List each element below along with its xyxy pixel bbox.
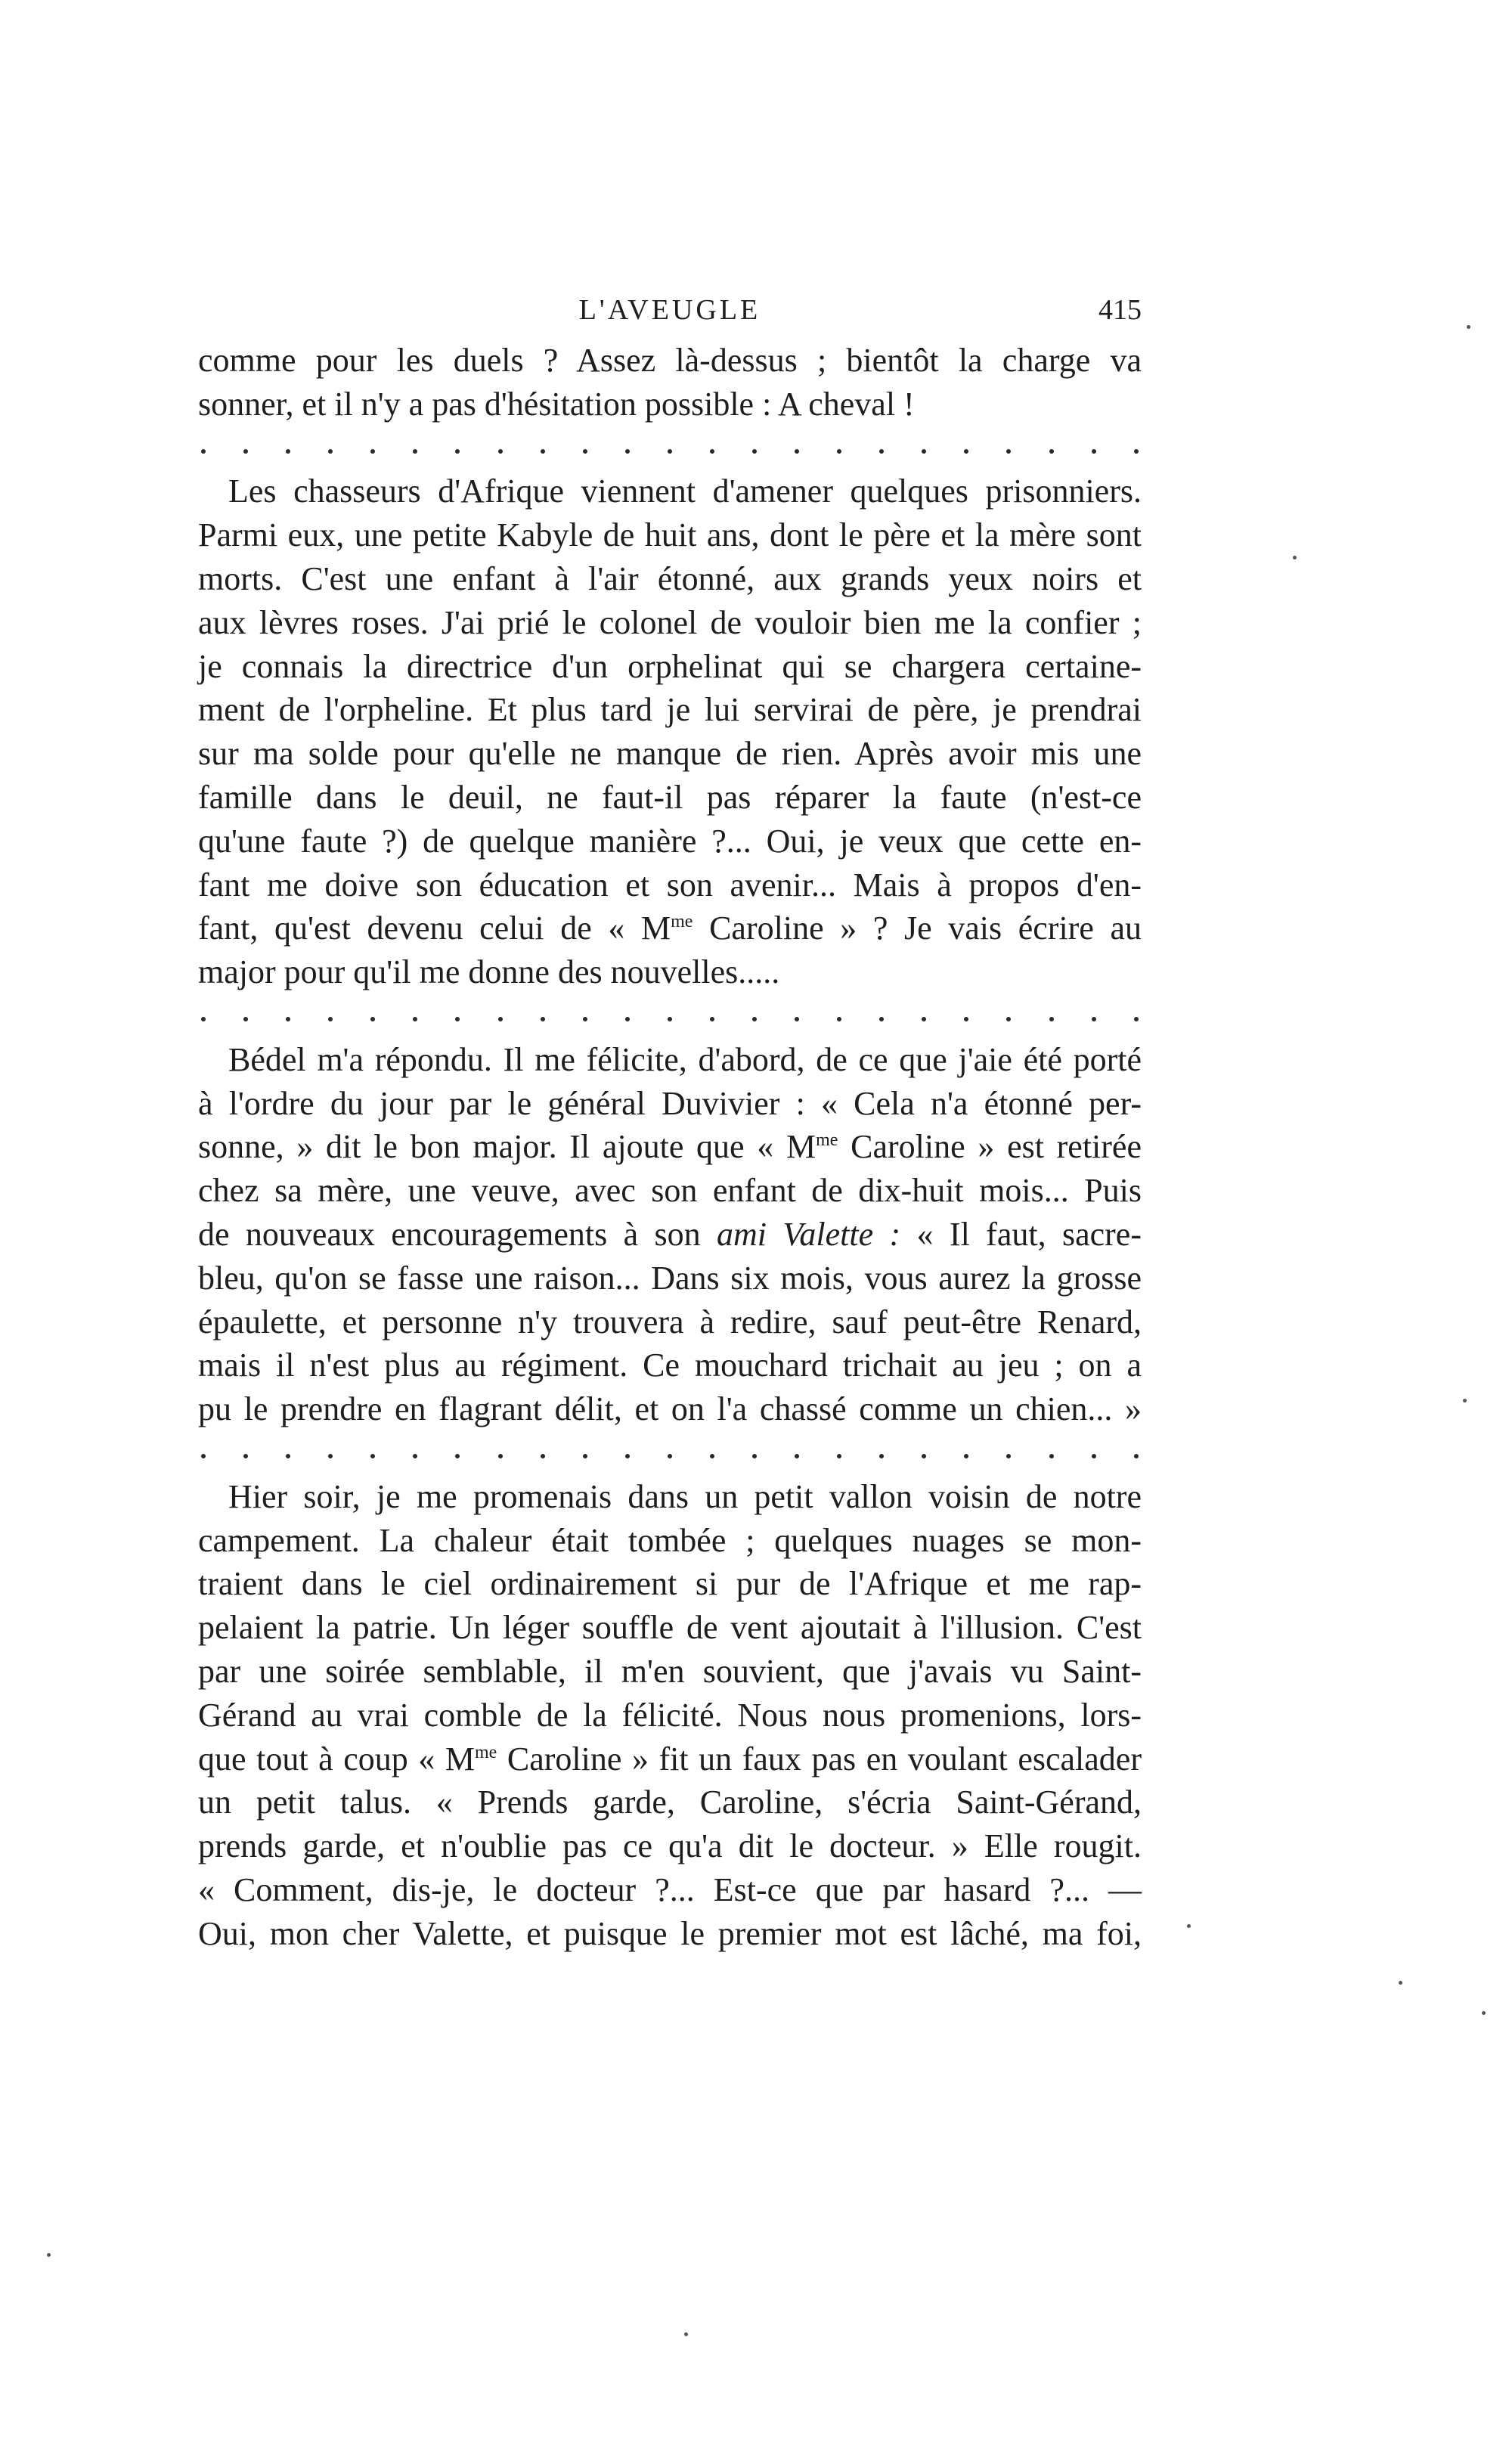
text-line: fant me doive son éducation et son avenir... Mais à propos d'en-	[198, 866, 1142, 903]
page-number: 415	[1098, 294, 1142, 326]
text-line: Bédel m'a répondu. Il me félicite, d'abord, de ce que j'aie été porté	[228, 1040, 1142, 1078]
text-span: « Il faut, sacre-	[900, 1215, 1142, 1253]
text-line: morts. C'est une enfant à l'air étonné, aux grands yeux noirs et	[198, 559, 1142, 597]
text-line: sonner, et il n'y a pas d'hésitation possible : A cheval !	[198, 385, 915, 423]
text-span: Caroline » ? Je vais écrire au	[693, 910, 1142, 947]
text-line: ment de l'orpheline. Et plus tard je lui servirai de père, je prendrai	[198, 691, 1142, 729]
text-span: fant, qu'est devenu celui de « M	[198, 910, 671, 947]
superscript: me	[671, 912, 693, 932]
text-line: pu le prendre en flagrant délit, et on l'a chassé comme un chien... »	[198, 1390, 1142, 1428]
paper-speck	[1482, 2011, 1486, 2015]
text-line: mais il n'est plus au régiment. Ce mouchard trichait au jeu ; on a	[198, 1347, 1142, 1384]
text-line: Gérand au vrai comble de la félicité. Nous nous promenions, lors-	[198, 1696, 1142, 1734]
superscript: me	[474, 1742, 497, 1762]
text-line: traient dans le ciel ordinairement si pur de l'Afrique et me rap-	[198, 1565, 1142, 1603]
text-line	[198, 1737, 1142, 1781]
page-header	[198, 289, 1142, 334]
text-line: prends garde, et n'oublie pas ce qu'a dit le docteur. » Elle rougit.	[198, 1827, 1142, 1865]
section-separator-dots	[198, 994, 1142, 1038]
text-span: Caroline » est retirée	[838, 1128, 1142, 1166]
text-span: de nouveaux encouragements à son	[198, 1215, 717, 1253]
section-separator-dots	[198, 426, 1142, 470]
text-line: chez sa mère, une veuve, avec son enfant de dix-huit mois... Puis	[198, 1172, 1142, 1210]
text-line: pelaient la patrie. Un léger souffle de vent ajoutait à l'illusion. C'est	[198, 1609, 1142, 1647]
text-line	[198, 1125, 1142, 1169]
text-span: que tout à coup « M	[198, 1740, 475, 1777]
text-line: à l'ordre du jour par le général Duvivier : « Cela n'a étonné per-	[198, 1084, 1142, 1122]
paper-speck	[684, 2332, 688, 2336]
text-line	[198, 1213, 1142, 1257]
paper-speck	[1187, 1924, 1191, 1928]
text-line: Oui, mon cher Valette, et puisque le premier mot est lâché, ma foi,	[198, 1914, 1142, 1952]
paper-speck	[1399, 1981, 1402, 1985]
text-line: je connais la directrice d'un orphelinat qui se chargera certaine-	[198, 647, 1142, 685]
paper-speck	[1293, 556, 1297, 559]
text-line: « Comment, dis-je, le docteur ?... Est-ce que par hasard ?... —	[198, 1870, 1142, 1908]
text-line: un petit talus. « Prends garde, Caroline, s'écria Saint-Gérand,	[198, 1784, 1142, 1821]
text-line: Hier soir, je me promenais dans un petit vallon voisin de notre	[228, 1477, 1142, 1515]
text-line: famille dans le deuil, ne faut-il pas réparer la faute (n'est-ce	[198, 778, 1142, 816]
superscript: me	[816, 1130, 838, 1151]
text-line: Les chasseurs d'Afrique viennent d'amener quelques prisonniers.	[228, 473, 1142, 510]
text-span: Caroline » fit un faux pas en voulant escalader	[497, 1740, 1142, 1777]
section-separator-dots	[198, 1431, 1142, 1475]
text-line: comme pour les duels ? Assez là-dessus ; bientôt la charge va	[198, 342, 1142, 379]
text-line: par une soirée semblable, il m'en souvient, que j'avais vu Saint-	[198, 1652, 1142, 1690]
text-span: sonne, » dit le bon major. Il ajoute que « M	[198, 1128, 816, 1166]
text-line: sur ma solde pour qu'elle ne manque de rien. Après avoir mis une	[198, 735, 1142, 773]
body-text	[198, 339, 1142, 1955]
text-line: épaulette, et personne n'y trouvera à redire, sauf peut-être Renard,	[198, 1303, 1142, 1340]
text-line: bleu, qu'on se fasse une raison... Dans six mois, vous aurez la grosse	[198, 1259, 1142, 1297]
text-line: aux lèvres roses. J'ai prié le colonel de vouloir bien me la confier ;	[198, 603, 1142, 641]
text-line: major pour qu'il me donne des nouvelles.....	[198, 953, 780, 991]
text-line: Parmi eux, une petite Kabyle de huit ans, dont le père et la mère sont	[198, 516, 1142, 554]
text-line: qu'une faute ?) de quelque manière ?... Oui, je veux que cette en-	[198, 822, 1142, 860]
text-line	[198, 907, 1142, 950]
paper-speck	[47, 2253, 51, 2257]
text-line: campement. La chaleur était tombée ; quelques nuages se mon-	[198, 1521, 1142, 1559]
italic-text: ami Valette :	[717, 1215, 901, 1253]
paper-speck	[1463, 1399, 1467, 1402]
paper-speck	[1467, 325, 1470, 329]
running-title: L'AVEUGLE	[578, 294, 761, 326]
